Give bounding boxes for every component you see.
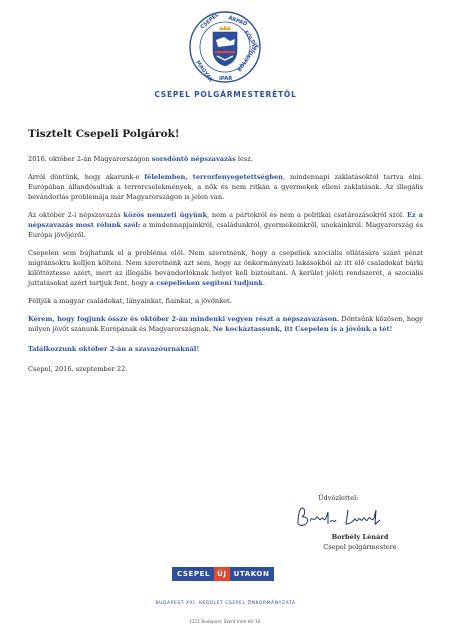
signer-title: Csepel polgármestere: [323, 543, 397, 551]
svg-text:MAGYAR: MAGYAR: [194, 59, 214, 84]
paragraph-1: [28, 154, 423, 164]
p2-text: Arról döntünk, hogy akarunk-e: [28, 173, 145, 181]
p3-text-mid: , nem a pártokról és nem a politikai csatározásokról szól.: [207, 211, 407, 219]
svg-text:IPAR: IPAR: [219, 76, 233, 82]
p6-highlight-2: Ne kockáztassunk, itt Csepelen is a jövőnk a tét!: [212, 325, 393, 333]
p3-text: Az október 2-i népszavazás: [28, 211, 124, 219]
paragraph-3: [28, 210, 423, 240]
date-line: Csepel, 2016. szeptember 22.: [28, 365, 128, 373]
svg-text:CSEPEL: CSEPEL: [199, 11, 221, 31]
svg-text:ÁRPÁD: ÁRPÁD: [227, 15, 248, 28]
paragraph-7: Találkozzunk október 2-án a szavazóurnáknál!: [28, 345, 200, 353]
p1-highlight: sorsdöntő népszavazás: [151, 155, 236, 163]
svg-text:BÖLCSŐJE: BÖLCSŐJE: [236, 45, 259, 74]
footer-address: 1211 Budapest, Szent Imre tér 10.: [189, 619, 262, 624]
greeting: Üdvözlettel:: [318, 494, 359, 502]
letter-body: [28, 128, 423, 382]
logo-part-3: UTAKON: [230, 567, 275, 581]
p3-text-end: a mindennapjainkról, családunkról, gyermekeinkről, unokáinkról. Magyarország és Európa jövőjéről.: [28, 221, 423, 239]
p4-text: Csepelen sem bújhatunk el a probléma elől. Nem szeretnénk, hogy a csepeliek szociális ellátására szánt pénzt migránsokra kelljen költeni. Nem szeretnénk azt sem, hogy az önkormányzati lakásokból az itt élő csaladokat bárki kilöttöztesse azért, mert az illegális bevándorlóknak helyet kell biztosítani. A kerület jóléti rendszerét, a szociális juttatásokat azért tartjuk fent, hogy: [28, 249, 423, 287]
salutation-heading: Tisztelt Csepeli Polgárok!: [28, 128, 180, 140]
handwritten-signature: [288, 504, 408, 530]
p1-text-end: lesz.: [235, 155, 253, 163]
p2-highlight: félelemben, terrorfenyegetettségben: [144, 173, 283, 181]
p2-text-end: , mindennapi zaklatásoktól tartva élni. Európában állandósultak a terrorcselekmények, a nők és nem ritkán a gyermekek elleni zaklatások. Az illegális bevándorlás problémája már Magyarországon is jelen van.: [28, 173, 423, 201]
paragraph-2: [28, 172, 423, 202]
paragraph-4: [28, 248, 423, 288]
p4-text-end: .: [263, 279, 266, 287]
p6-text: Döntsünk közösen, hogy milyen jövőt szánunk Európának és Magyarországnak.: [28, 315, 423, 333]
logo-part-2: ÚJ: [214, 567, 230, 581]
signer-block: [300, 532, 420, 552]
p1-text: 2016. október 2-án Magyarországon: [28, 155, 152, 163]
p4-highlight: a csepelieken segítení tudjunk: [149, 279, 264, 287]
paragraph-6: [28, 314, 423, 334]
csepel-uj-utakon-logo: [172, 567, 274, 581]
signer-name: Borbély Lénárd: [331, 533, 389, 541]
logo-part-1: CSEPEL: [172, 567, 214, 581]
svg-text:FÖLDJE: FÖLDJE: [242, 29, 260, 51]
paragraph-5: Féltjük a magyar családokat, lányainkat, fiainkat, a jövőnket.: [28, 297, 232, 305]
p3-highlight-1: közös nemzeti ügyünk: [123, 211, 208, 219]
csepel-crest-logo: [188, 10, 262, 84]
p3-highlight-2: Ez a népszavazás most rólunk szól:: [28, 211, 423, 229]
office-header: CSEPEL POLGÁRMESTERÉTŐL: [154, 90, 297, 99]
p6-highlight-1: Kérem, hogy fogjunk össze és október 2-án mindenki vegyen részt a népszavazáson.: [28, 315, 340, 323]
footer-organization: BUDAPEST XXI. KERÜLET CSEPEL ÖNKORMÁNYZATA: [155, 601, 296, 606]
